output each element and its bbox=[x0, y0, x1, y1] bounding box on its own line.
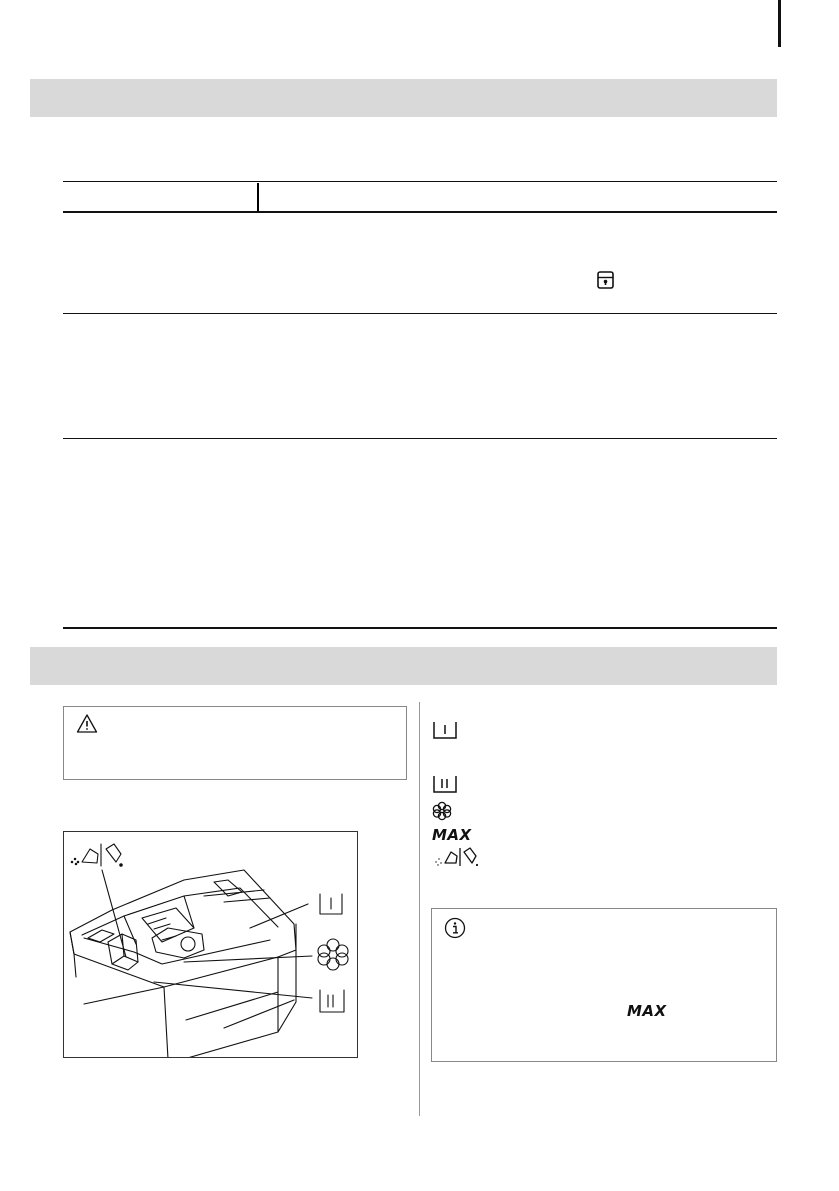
table-top-rule bbox=[63, 181, 777, 182]
max-level-label: MAX bbox=[432, 826, 472, 844]
column-divider bbox=[419, 702, 420, 1116]
table-bottom-rule bbox=[63, 627, 777, 629]
main-wash-compartment-icon bbox=[320, 990, 344, 1012]
prewash-compartment-icon bbox=[320, 894, 342, 914]
table-row-rule-1 bbox=[63, 313, 777, 314]
info-max-label: MAX bbox=[627, 1002, 667, 1020]
dispenser-illustration bbox=[63, 831, 358, 1058]
table-header-column-divider bbox=[257, 183, 259, 212]
softener-flower-icon bbox=[318, 939, 348, 970]
warning-box bbox=[63, 706, 407, 780]
section-header-bar-2 bbox=[30, 647, 777, 685]
main-wash-compartment-icon bbox=[432, 774, 458, 794]
lock-icon bbox=[597, 271, 614, 289]
table-row-rule-2 bbox=[63, 438, 777, 439]
table-header-rule bbox=[63, 211, 777, 213]
powder-liquid-detergent-icon bbox=[71, 844, 122, 866]
warning-triangle-icon bbox=[76, 713, 98, 734]
dispenser-drawing bbox=[64, 832, 358, 1058]
prewash-compartment-icon bbox=[432, 720, 458, 740]
powder-liquid-detergent-icon bbox=[432, 846, 484, 868]
section-header-bar-1 bbox=[30, 79, 777, 117]
info-icon bbox=[444, 917, 466, 939]
softener-flower-icon bbox=[432, 801, 452, 821]
info-box bbox=[431, 908, 777, 1062]
page-corner-mark bbox=[778, 0, 781, 47]
